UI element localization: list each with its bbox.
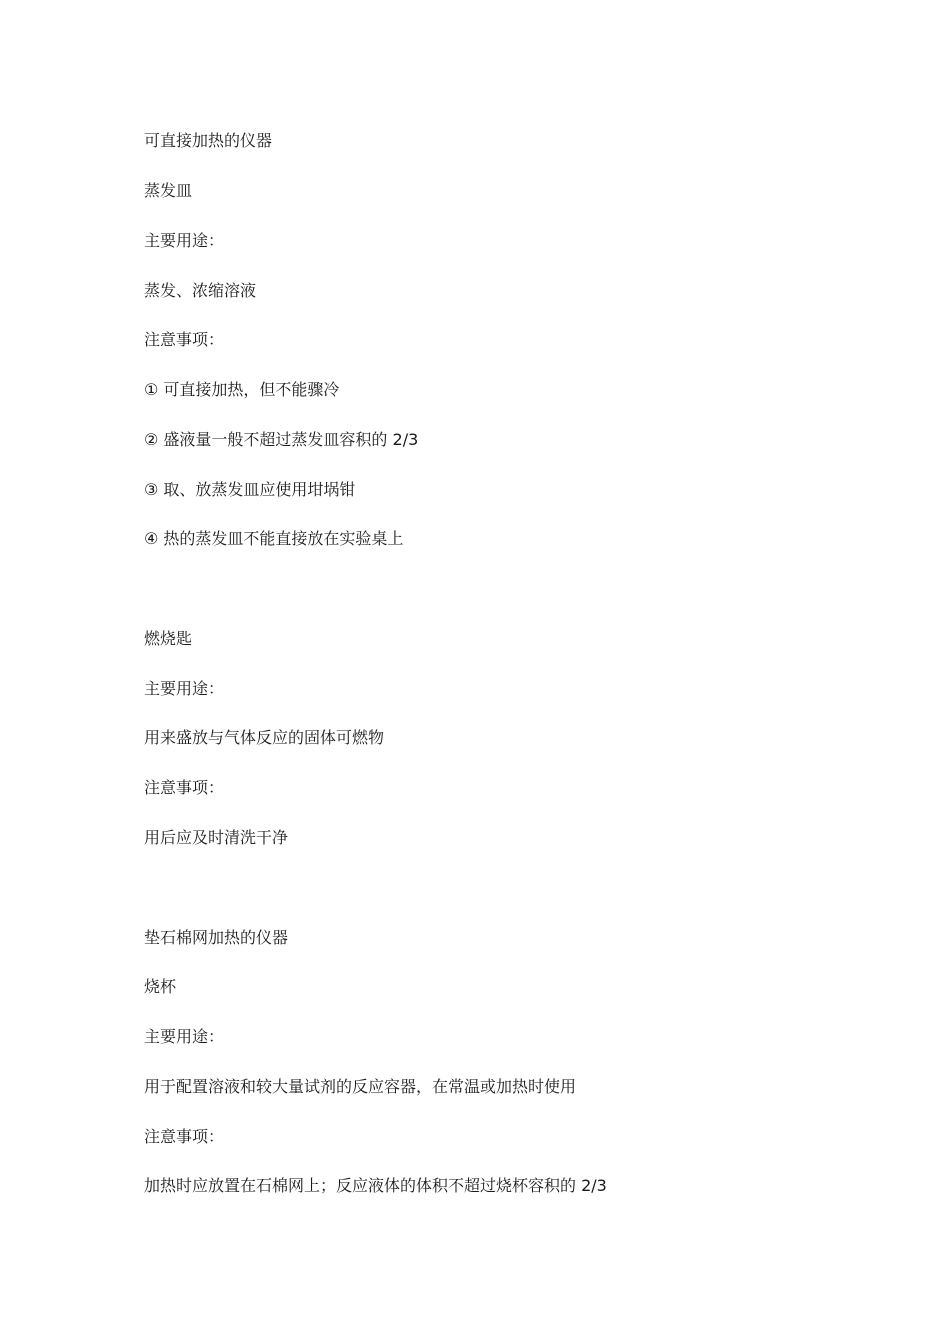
notes-label: 注意事项：	[144, 1127, 225, 1146]
section-title-asbestos-net-heating: 垫石棉网加热的仪器	[144, 928, 289, 947]
usage-label: 主要用途：	[144, 679, 225, 698]
note-item: ④ 热的蒸发皿不能直接放在实验桌上	[144, 529, 404, 548]
instrument-name-beaker: 烧杯	[144, 977, 177, 996]
notes-text: 加热时应放置在石棉网上；反应液体的体积不超过烧杯容积的 2/3	[144, 1176, 607, 1195]
usage-text: 用来盛放与气体反应的固体可燃物	[144, 728, 385, 747]
notes-text: 用后应及时清洗干净	[144, 828, 289, 847]
usage-label: 主要用途：	[144, 231, 225, 250]
usage-label: 主要用途：	[144, 1027, 225, 1046]
usage-text: 用于配置溶液和较大量试剂的反应容器，在常温或加热时使用	[144, 1077, 577, 1096]
section-title-direct-heating: 可直接加热的仪器	[144, 131, 273, 150]
instrument-name-combustion-spoon: 燃烧匙	[144, 629, 193, 648]
note-item: ① 可直接加热，但不能骤冷	[144, 380, 340, 399]
note-item: ③ 取、放蒸发皿应使用坩埚钳	[144, 480, 356, 499]
usage-text: 蒸发、浓缩溶液	[144, 281, 257, 300]
note-item: ② 盛液量一般不超过蒸发皿容积的 2/3	[144, 430, 419, 449]
notes-label: 注意事项：	[144, 330, 225, 349]
notes-label: 注意事项：	[144, 778, 225, 797]
instrument-name-evaporating-dish: 蒸发皿	[144, 181, 193, 200]
